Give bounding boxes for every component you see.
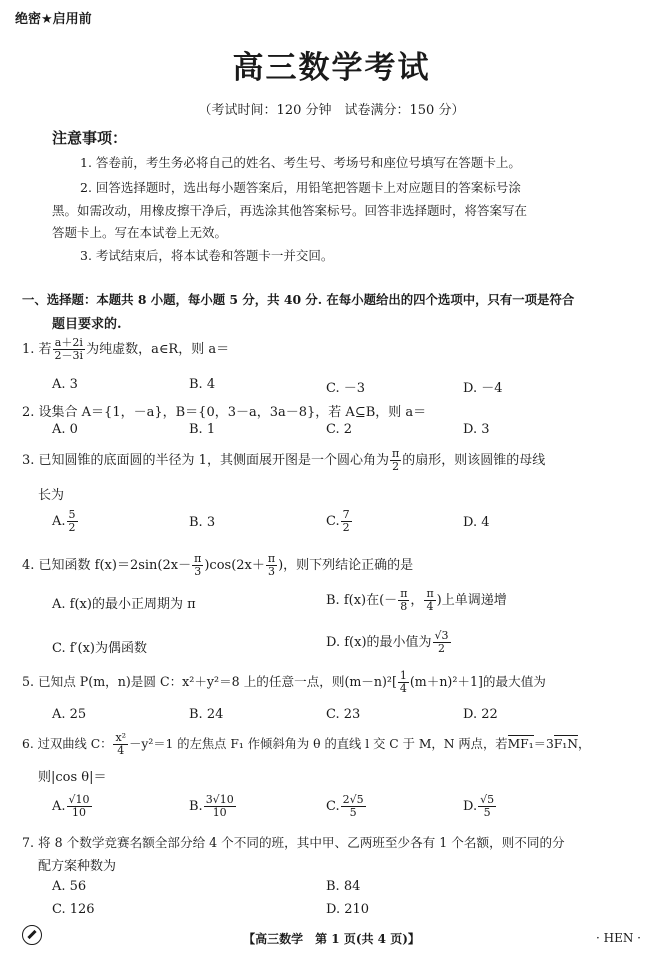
- q5-option-b[interactable]: B. 24: [189, 707, 224, 722]
- q1-fraction: $\frac{a+2i}{2-3i}$: [54, 336, 84, 362]
- q5-option-d[interactable]: D. 22: [463, 707, 498, 722]
- q4-option-d[interactable]: D. f(x)的最小值为 $\frac{√3}{2}$: [326, 629, 449, 655]
- section-heading: 一、选择题：本题共 8 小题，每小题 5 分，共 40 分. 在每小题给出的四个选项中，只有一项是符合: [22, 292, 575, 307]
- question-1: [22, 337, 229, 362]
- q3-option-b[interactable]: B. 3: [189, 515, 216, 530]
- q2-option-a[interactable]: A. 0: [52, 422, 78, 437]
- page-footer: 【高三数学 第 1 页(共 4 页)】: [243, 932, 420, 946]
- notice-line: 3. 考试结束后，将本试卷和答题卡一并交回。: [80, 248, 334, 263]
- footer-code: · HEN ·: [596, 931, 641, 945]
- notice-line: 黑。如需改动，用橡皮擦干净后，再选涂其他答案标号。回答非选择题时，将答案写在: [52, 203, 528, 218]
- q7-option-c[interactable]: C. 126: [52, 902, 95, 917]
- q7-option-b[interactable]: B. 84: [326, 879, 361, 894]
- q1-text: 1. 若: [22, 342, 52, 357]
- q6-option-d[interactable]: D. $\frac{√5}{5}$: [463, 793, 495, 819]
- q6-option-c[interactable]: C. $\frac{2√5}{5}$: [326, 793, 364, 819]
- section-heading-cont: 题目要求的.: [52, 317, 122, 332]
- q2-option-c[interactable]: C. 2: [326, 422, 353, 437]
- q1-option-b[interactable]: B. 4: [189, 377, 216, 392]
- q5-option-a[interactable]: A. 25: [52, 707, 87, 722]
- question-3-cont: 长为: [38, 488, 65, 503]
- question-6-cont: 则|cos θ|＝: [38, 770, 107, 785]
- q4-option-a[interactable]: A. f(x)的最小正周期为 π: [52, 597, 196, 612]
- question-2: 2. 设集合 A＝{1，－a}，B＝{0，3－a，3a－8}，若 A⊆B，则 a＝: [22, 405, 427, 420]
- q3-fraction: $\frac{\pi}{2}$: [391, 447, 400, 473]
- question-3: 3. 已知圆锥的底面圆的半径为 1，其侧面展开图是一个圆心角为 $\frac{\pi}{2}$ 的扇形，则该圆锥的母线: [22, 447, 546, 473]
- q6-option-a[interactable]: A. $\frac{√10}{10}$: [52, 793, 90, 819]
- notice-heading: 注意事项：: [52, 129, 128, 147]
- q3-option-c[interactable]: C. $\frac{7}{2}$: [326, 508, 350, 534]
- notice-line: 答题卡上。写在本试卷上无效。: [52, 225, 228, 240]
- exam-info: （考试时间：120 分钟 试卷满分：150 分）: [198, 103, 465, 118]
- question-5: 5. 已知点 P(m，n)是圆 C：x²＋y²＝8 上的任意一点，则(m－n)²[ $\frac{1}{4}$ (m＋n)²＋1]的最大值为: [22, 669, 546, 695]
- notice-line: 1. 答卷前，考生务必将自己的姓名、考生号、考场号和座位号填写在答题卡上。: [80, 155, 521, 170]
- q7-option-a[interactable]: A. 56: [52, 879, 87, 894]
- question-7: 7. 将 8 个数学竞赛名额全部分给 4 个不同的班，其中甲、乙两班至少各有 1 个名额，则不同的分: [22, 835, 565, 850]
- vector-f1n: F₁N: [553, 737, 578, 751]
- confidential-label: 绝密★启用前: [15, 12, 92, 27]
- q5-option-c[interactable]: C. 23: [326, 707, 361, 722]
- page-title: 高三数学考试: [232, 50, 431, 86]
- q4-option-b[interactable]: B. f(x)在(－ $\frac{\pi}{8}$ ， $\frac{\pi}{4}$ )上单调递增: [326, 587, 507, 613]
- q1-text-end: 为纯虚数，a∈R，则 a＝: [86, 342, 230, 357]
- q3-option-d[interactable]: D. 4: [463, 515, 490, 530]
- question-6: 6. 过双曲线 C： $\frac{\text{x²}}{4}$ －y²＝1 的左焦点 F₁ 作倾斜角为 θ 的直线 l 交 C 于 M，N 两点，若MF₁＝3F₁N，: [22, 731, 591, 757]
- q7-option-d[interactable]: D. 210: [326, 902, 370, 917]
- q2-option-b[interactable]: B. 1: [189, 422, 216, 437]
- q1-option-a[interactable]: A. 3: [52, 377, 78, 392]
- q2-option-d[interactable]: D. 3: [463, 422, 490, 437]
- question-4: 4. 已知函数 f(x)＝2sin(2x－ $\frac{\pi}{3}$ )cos(2x＋ $\frac{\pi}{3}$ )，则下列结论正确的是: [22, 552, 414, 578]
- q1-option-d[interactable]: D. －4: [463, 381, 503, 396]
- q1-option-c[interactable]: C. －3: [326, 381, 366, 396]
- notice-line: 2. 回答选择题时，选出每小题答案后，用铅笔把答题卡上对应题目的答案标号涂: [80, 180, 521, 195]
- q6-option-b[interactable]: B. $\frac{3√10}{10}$: [189, 793, 234, 819]
- q3-option-a[interactable]: A. $\frac{5}{2}$: [52, 508, 76, 534]
- q4-option-c[interactable]: C. f′(x)为偶函数: [52, 641, 147, 656]
- question-7-cont: 配方案种数为: [38, 859, 117, 874]
- vector-mf1: MF₁: [507, 737, 534, 751]
